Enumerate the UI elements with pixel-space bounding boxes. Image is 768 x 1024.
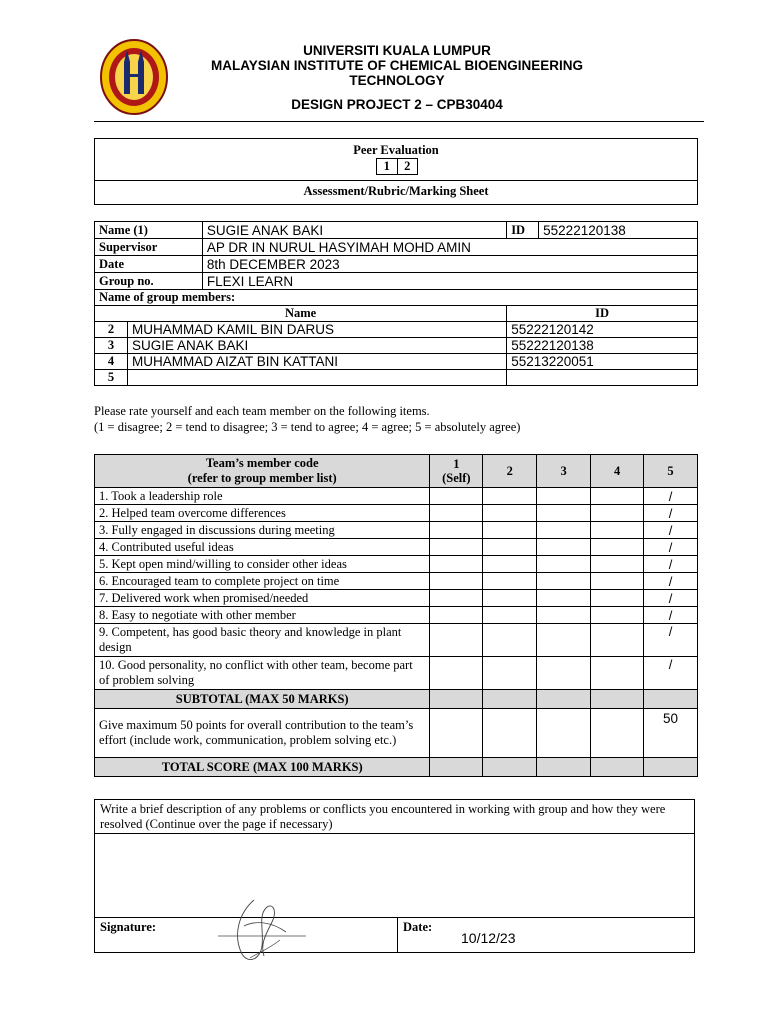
rating-instructions xyxy=(94,403,520,435)
total-cell xyxy=(430,758,483,777)
member-name: MUHAMMAD KAMIL BIN DARUS xyxy=(127,322,506,338)
rating-item: 9. Competent, has good basic theory and knowledge in plant design xyxy=(95,624,430,657)
rating-cell xyxy=(591,488,644,505)
member-row xyxy=(95,322,698,338)
rating-cell xyxy=(483,488,537,505)
overall-cell xyxy=(591,709,644,758)
instructions-line-1: Please rate yourself and each team member on the following items. xyxy=(94,404,430,418)
rating-cell xyxy=(537,624,591,657)
rating-cell xyxy=(430,539,483,556)
description-prompt: Write a brief description of any problems or conflicts you encountered in working with group and how they were resolved (Continue over the page if necessary) xyxy=(100,802,666,831)
rating-item: 5. Kept open mind/willing to consider other ideas xyxy=(95,556,430,573)
rating-cell xyxy=(483,505,537,522)
member-row xyxy=(95,338,698,354)
rating-mark: / xyxy=(644,522,698,539)
description-divider xyxy=(95,833,694,834)
date-value: 8th DECEMBER 2023 xyxy=(202,256,697,273)
rating-item: 3. Fully engaged in discussions during meeting xyxy=(95,522,430,539)
rating-cell xyxy=(483,657,537,690)
col-self-header xyxy=(430,455,483,488)
rating-table xyxy=(94,454,698,777)
rating-mark: / xyxy=(644,657,698,690)
rating-cell xyxy=(537,590,591,607)
university-name: UNIVERSITI KUALA LUMPUR xyxy=(303,43,491,58)
rating-cell xyxy=(537,657,591,690)
rating-row xyxy=(95,539,698,556)
description-box xyxy=(94,799,695,953)
col-3-header: 3 xyxy=(537,455,591,488)
rating-cell xyxy=(537,488,591,505)
rating-cell xyxy=(591,505,644,522)
rating-cell xyxy=(430,522,483,539)
peer-evaluation-box xyxy=(94,138,698,205)
rating-row xyxy=(95,522,698,539)
rating-cell xyxy=(537,505,591,522)
subtotal-cell xyxy=(591,690,644,709)
instructions-line-2: (1 = disagree; 2 = tend to disagree; 3 = tend to agree; 4 = agree; 5 = absolutely agree) xyxy=(94,420,521,434)
institute-name: MALAYSIAN INSTITUTE OF CHEMICAL BIOENGINEERING xyxy=(210,58,584,73)
rating-mark: / xyxy=(644,573,698,590)
rating-cell xyxy=(537,573,591,590)
rating-cell xyxy=(591,590,644,607)
member-number: 3 xyxy=(95,338,128,354)
date-label: Date xyxy=(95,256,203,273)
member-code-header xyxy=(95,455,430,488)
rating-row xyxy=(95,505,698,522)
subtotal-cell xyxy=(644,690,698,709)
rating-cell xyxy=(430,607,483,624)
rating-mark: / xyxy=(644,488,698,505)
member-id xyxy=(507,370,698,386)
name-label: Name (1) xyxy=(95,222,203,239)
overall-score: 50 xyxy=(644,709,698,758)
members-id-header: ID xyxy=(507,306,698,322)
rating-cell xyxy=(537,539,591,556)
assessment-subtitle: Assessment/Rubric/Marking Sheet xyxy=(303,184,489,198)
rating-item: 10. Good personality, no conflict with other team, become part of problem solving xyxy=(95,657,430,690)
evaluation-number-box xyxy=(376,158,418,175)
rating-row xyxy=(95,607,698,624)
rating-row xyxy=(95,556,698,573)
rating-cell xyxy=(591,556,644,573)
rating-mark: / xyxy=(644,607,698,624)
subtotal-label: SUBTOTAL (MAX 50 MARKS) xyxy=(95,690,430,709)
rating-cell xyxy=(591,573,644,590)
rating-cell xyxy=(483,607,537,624)
subtotal-cell xyxy=(537,690,591,709)
subtotal-cell xyxy=(483,690,537,709)
rating-cell xyxy=(483,539,537,556)
rating-cell xyxy=(430,488,483,505)
header-rule xyxy=(94,121,704,122)
rating-cell xyxy=(483,522,537,539)
subtotal-cell xyxy=(430,690,483,709)
rating-cell xyxy=(483,573,537,590)
rating-mark: / xyxy=(644,539,698,556)
rating-cell xyxy=(430,590,483,607)
col-self-label: (Self) xyxy=(442,471,471,485)
rating-cell xyxy=(483,624,537,657)
col-2-header: 2 xyxy=(483,455,537,488)
student-info-table xyxy=(94,221,698,386)
rating-mark: / xyxy=(644,590,698,607)
group-label: Group no. xyxy=(95,273,203,290)
supervisor-label: Supervisor xyxy=(95,239,203,256)
total-cell xyxy=(537,758,591,777)
total-cell xyxy=(483,758,537,777)
institute-name-line2: TECHNOLOGY xyxy=(349,73,445,88)
col-4-header: 4 xyxy=(591,455,644,488)
evaluation-number-2: 2 xyxy=(404,159,411,173)
rating-cell xyxy=(483,590,537,607)
rating-cell xyxy=(591,657,644,690)
overall-cell xyxy=(430,709,483,758)
rating-cell xyxy=(430,556,483,573)
member-row xyxy=(95,370,698,386)
name-value: SUGIE ANAK BAKI xyxy=(202,222,506,239)
handwritten-signature xyxy=(214,898,310,968)
rating-row xyxy=(95,657,698,690)
rating-cell xyxy=(537,556,591,573)
course-title: DESIGN PROJECT 2 – CPB30404 xyxy=(291,97,503,112)
rating-cell xyxy=(537,522,591,539)
rating-item: 2. Helped team overcome differences xyxy=(95,505,430,522)
signature-divider xyxy=(95,917,694,918)
id-label: ID xyxy=(507,222,539,239)
rating-cell xyxy=(591,607,644,624)
signature-date-divider xyxy=(397,917,398,952)
rating-cell xyxy=(430,573,483,590)
total-cell xyxy=(591,758,644,777)
rating-cell xyxy=(483,556,537,573)
members-label: Name of group members: xyxy=(95,290,698,306)
date-label: Date: xyxy=(403,920,433,934)
rating-item: 6. Encouraged team to complete project on time xyxy=(95,573,430,590)
member-row xyxy=(95,354,698,370)
peer-evaluation-title: Peer Evaluation xyxy=(353,143,439,157)
peer-box-divider xyxy=(95,180,697,181)
rating-cell xyxy=(430,505,483,522)
rating-row xyxy=(95,488,698,505)
member-id: 55222120142 xyxy=(507,322,698,338)
rating-item: 7. Delivered work when promised/needed xyxy=(95,590,430,607)
members-name-header: Name xyxy=(95,306,507,322)
member-number: 5 xyxy=(95,370,128,386)
rating-mark: / xyxy=(644,556,698,573)
rating-cell xyxy=(591,539,644,556)
col-self-number: 1 xyxy=(453,457,460,471)
member-number: 4 xyxy=(95,354,128,370)
rating-cell xyxy=(591,522,644,539)
signed-date: 10/12/23 xyxy=(461,930,516,946)
member-name xyxy=(127,370,506,386)
col-5-header: 5 xyxy=(644,455,698,488)
member-number: 2 xyxy=(95,322,128,338)
rating-row xyxy=(95,624,698,657)
member-code-header-line2: (refer to group member list) xyxy=(187,471,337,485)
supervisor-value: AP DR IN NURUL HASYIMAH MOHD AMIN xyxy=(202,239,697,256)
signature-label: Signature: xyxy=(100,920,157,934)
total-score-label: TOTAL SCORE (MAX 100 MARKS) xyxy=(95,758,430,777)
member-name: SUGIE ANAK BAKI xyxy=(127,338,506,354)
overall-cell xyxy=(483,709,537,758)
university-logo xyxy=(99,38,169,116)
rating-item: 4. Contributed useful ideas xyxy=(95,539,430,556)
rating-item: 8. Easy to negotiate with other member xyxy=(95,607,430,624)
rating-item: 1. Took a leadership role xyxy=(95,488,430,505)
rating-mark: / xyxy=(644,505,698,522)
rating-cell xyxy=(591,624,644,657)
member-id: 55222120138 xyxy=(507,338,698,354)
rating-cell xyxy=(430,624,483,657)
total-cell xyxy=(644,758,698,777)
member-code-header-line1: Team’s member code xyxy=(205,456,319,470)
id-value: 55222120138 xyxy=(539,222,698,239)
rating-row xyxy=(95,573,698,590)
member-id: 55213220051 xyxy=(507,354,698,370)
rating-cell xyxy=(430,657,483,690)
overall-cell xyxy=(537,709,591,758)
member-name: MUHAMMAD AIZAT BIN KATTANI xyxy=(127,354,506,370)
rating-row xyxy=(95,590,698,607)
overall-contribution-text: Give maximum 50 points for overall contribution to the team’s effort (include work, communication, problem solving etc.) xyxy=(95,709,430,758)
group-value: FLEXI LEARN xyxy=(202,273,697,290)
evaluation-number-1: 1 xyxy=(377,159,398,174)
rating-cell xyxy=(537,607,591,624)
rating-mark: / xyxy=(644,624,698,657)
